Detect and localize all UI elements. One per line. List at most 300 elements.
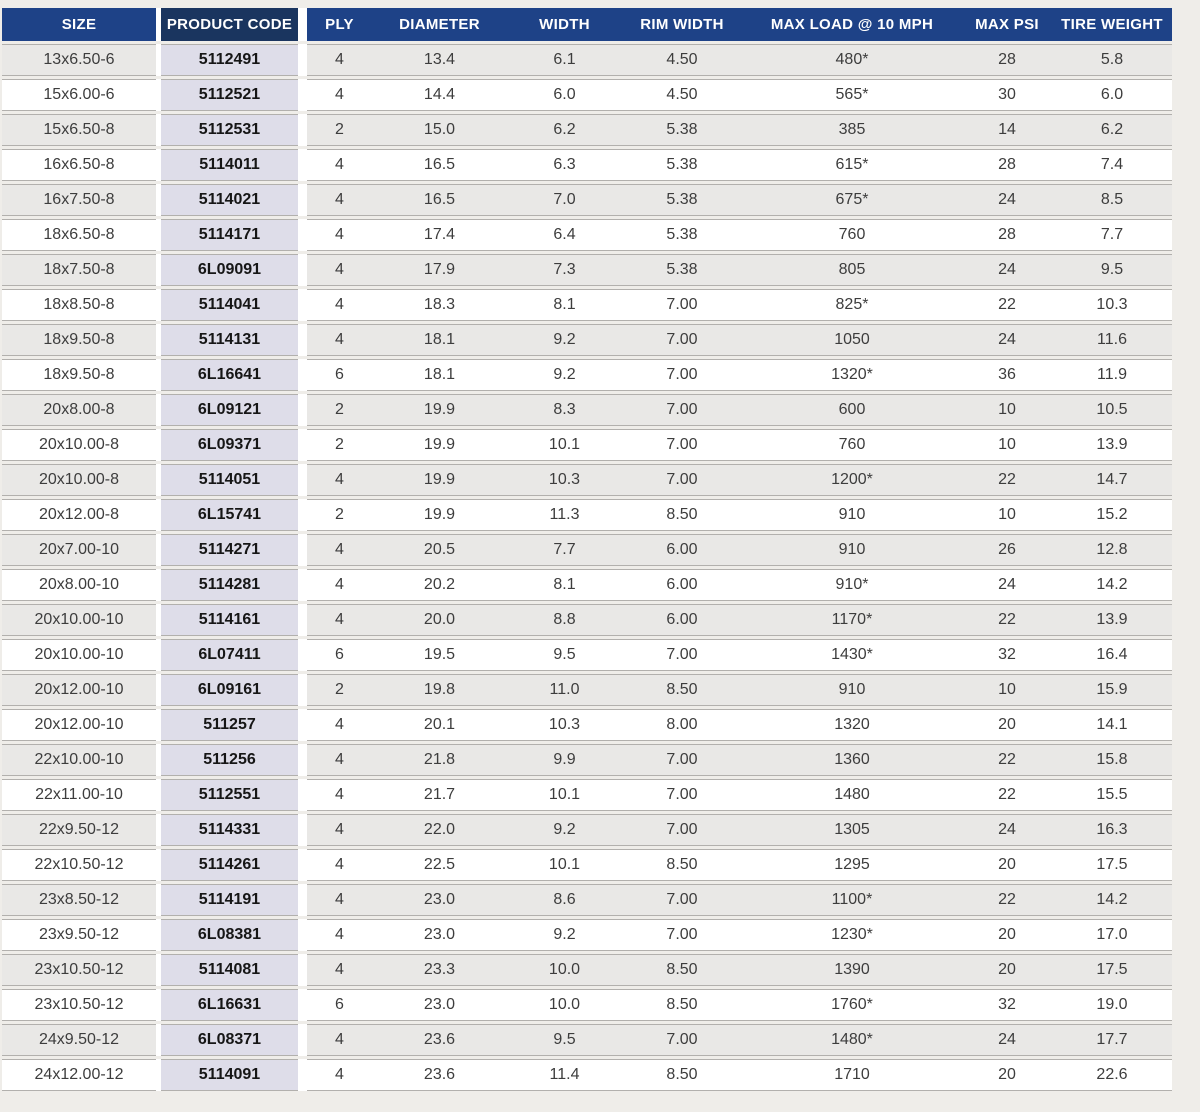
cell-max-load: 1230* [742,919,962,951]
cell-width: 9.2 [507,919,622,951]
cell-tire-weight: 14.1 [1052,709,1172,741]
cell-size: 20x7.00-10 [2,534,156,566]
cell-max-load: 615* [742,149,962,181]
cell-max-psi: 28 [962,149,1052,181]
cell-size: 15x6.50-8 [2,114,156,146]
cell-max-psi: 10 [962,499,1052,531]
table-row [2,254,1172,286]
column-gap [298,919,307,951]
cell-ply: 2 [307,429,372,461]
cell-max-load: 910 [742,499,962,531]
table-row [2,464,1172,496]
cell-diameter: 16.5 [372,184,507,216]
cell-max-psi: 10 [962,674,1052,706]
cell-ply: 4 [307,954,372,986]
cell-ply: 4 [307,44,372,76]
cell-size: 18x9.50-8 [2,324,156,356]
cell-product-code: 6L09371 [161,429,298,461]
cell-max-load: 1170* [742,604,962,636]
cell-product-code: 5114041 [161,289,298,321]
cell-rim-width: 4.50 [622,79,742,111]
table-row [2,289,1172,321]
cell-diameter: 18.1 [372,359,507,391]
table-row [2,149,1172,181]
cell-diameter: 20.5 [372,534,507,566]
column-gap [298,44,307,76]
cell-product-code: 5114331 [161,814,298,846]
cell-diameter: 23.0 [372,989,507,1021]
column-gap [298,744,307,776]
column-gap [298,534,307,566]
cell-width: 9.2 [507,814,622,846]
cell-rim-width: 7.00 [622,359,742,391]
cell-max-load: 675* [742,184,962,216]
cell-width: 10.0 [507,989,622,1021]
cell-width: 10.1 [507,429,622,461]
cell-tire-weight: 15.2 [1052,499,1172,531]
cell-ply: 4 [307,779,372,811]
cell-ply: 4 [307,569,372,601]
cell-diameter: 18.1 [372,324,507,356]
cell-max-load: 910 [742,674,962,706]
cell-max-psi: 22 [962,779,1052,811]
cell-size: 22x11.00-10 [2,779,156,811]
cell-tire-weight: 8.5 [1052,184,1172,216]
column-gap [298,219,307,251]
cell-size: 22x10.00-10 [2,744,156,776]
cell-product-code: 5114161 [161,604,298,636]
cell-max-load: 1710 [742,1059,962,1091]
cell-rim-width: 8.50 [622,849,742,881]
cell-ply: 4 [307,219,372,251]
cell-size: 18x9.50-8 [2,359,156,391]
cell-max-psi: 10 [962,429,1052,461]
cell-ply: 4 [307,184,372,216]
cell-size: 24x9.50-12 [2,1024,156,1056]
column-gap [298,569,307,601]
cell-product-code: 5114051 [161,464,298,496]
cell-diameter: 17.9 [372,254,507,286]
cell-rim-width: 7.00 [622,884,742,916]
cell-tire-weight: 7.4 [1052,149,1172,181]
cell-ply: 4 [307,254,372,286]
cell-width: 7.3 [507,254,622,286]
cell-size: 16x7.50-8 [2,184,156,216]
column-header-diameter: DIAMETER [372,8,507,41]
cell-size: 20x12.00-10 [2,709,156,741]
column-header-max-load: MAX LOAD @ 10 MPH [742,8,962,41]
column-header-width: WIDTH [507,8,622,41]
table-row [2,184,1172,216]
cell-max-load: 1305 [742,814,962,846]
cell-product-code: 6L09121 [161,394,298,426]
cell-product-code: 5114191 [161,884,298,916]
cell-width: 10.1 [507,849,622,881]
cell-ply: 4 [307,1059,372,1091]
table-row [2,44,1172,76]
column-gap [298,149,307,181]
cell-width: 8.3 [507,394,622,426]
cell-max-psi: 30 [962,79,1052,111]
cell-max-psi: 20 [962,709,1052,741]
cell-max-psi: 24 [962,254,1052,286]
cell-width: 6.1 [507,44,622,76]
cell-product-code: 5112521 [161,79,298,111]
cell-size: 23x10.50-12 [2,954,156,986]
cell-rim-width: 5.38 [622,219,742,251]
table-row [2,79,1172,111]
cell-max-load: 1050 [742,324,962,356]
cell-tire-weight: 6.0 [1052,79,1172,111]
table-row [2,779,1172,811]
cell-product-code: 6L16641 [161,359,298,391]
cell-max-load: 1295 [742,849,962,881]
column-gap [298,779,307,811]
table-row [2,989,1172,1021]
table-row [2,954,1172,986]
column-gap [298,884,307,916]
cell-diameter: 23.6 [372,1024,507,1056]
cell-tire-weight: 19.0 [1052,989,1172,1021]
cell-max-psi: 20 [962,1059,1052,1091]
cell-max-psi: 22 [962,289,1052,321]
column-gap [298,184,307,216]
cell-ply: 4 [307,534,372,566]
cell-size: 20x12.00-8 [2,499,156,531]
cell-rim-width: 4.50 [622,44,742,76]
cell-tire-weight: 16.3 [1052,814,1172,846]
cell-ply: 2 [307,114,372,146]
cell-max-load: 1480* [742,1024,962,1056]
column-gap [298,989,307,1021]
tire-spec-table [2,5,1172,1094]
cell-rim-width: 8.50 [622,674,742,706]
table-row [2,674,1172,706]
cell-rim-width: 7.00 [622,779,742,811]
cell-product-code: 511257 [161,709,298,741]
table-body [2,44,1172,1091]
cell-diameter: 19.9 [372,464,507,496]
cell-rim-width: 7.00 [622,639,742,671]
cell-width: 8.1 [507,569,622,601]
cell-ply: 6 [307,989,372,1021]
cell-tire-weight: 14.7 [1052,464,1172,496]
cell-rim-width: 5.38 [622,254,742,286]
cell-rim-width: 6.00 [622,604,742,636]
cell-width: 10.3 [507,464,622,496]
table-row [2,604,1172,636]
table-row [2,744,1172,776]
cell-size: 20x8.00-10 [2,569,156,601]
cell-size: 23x8.50-12 [2,884,156,916]
table-row [2,219,1172,251]
cell-max-psi: 10 [962,394,1052,426]
cell-max-psi: 26 [962,534,1052,566]
cell-size: 20x10.00-10 [2,639,156,671]
cell-max-psi: 32 [962,989,1052,1021]
cell-rim-width: 8.50 [622,499,742,531]
cell-ply: 4 [307,1024,372,1056]
cell-ply: 4 [307,744,372,776]
table-row [2,534,1172,566]
cell-diameter: 16.5 [372,149,507,181]
cell-max-load: 805 [742,254,962,286]
cell-diameter: 23.0 [372,884,507,916]
column-gap [298,289,307,321]
cell-width: 9.5 [507,639,622,671]
cell-ply: 4 [307,709,372,741]
cell-size: 23x9.50-12 [2,919,156,951]
cell-size: 20x10.00-8 [2,464,156,496]
cell-width: 8.6 [507,884,622,916]
cell-diameter: 23.0 [372,919,507,951]
cell-tire-weight: 11.6 [1052,324,1172,356]
cell-max-load: 1390 [742,954,962,986]
cell-max-load: 760 [742,429,962,461]
cell-tire-weight: 9.5 [1052,254,1172,286]
cell-max-load: 910* [742,569,962,601]
cell-size: 23x10.50-12 [2,989,156,1021]
column-gap [298,359,307,391]
column-gap [298,394,307,426]
cell-tire-weight: 17.5 [1052,849,1172,881]
column-gap [298,674,307,706]
cell-diameter: 20.0 [372,604,507,636]
table-row [2,709,1172,741]
cell-rim-width: 8.50 [622,1059,742,1091]
tire-spec-sheet [0,5,1200,1112]
cell-width: 11.0 [507,674,622,706]
cell-width: 6.2 [507,114,622,146]
cell-width: 6.4 [507,219,622,251]
cell-product-code: 6L08371 [161,1024,298,1056]
cell-ply: 4 [307,919,372,951]
cell-width: 6.3 [507,149,622,181]
cell-max-psi: 22 [962,744,1052,776]
cell-rim-width: 7.00 [622,814,742,846]
cell-product-code: 511256 [161,744,298,776]
cell-max-psi: 28 [962,219,1052,251]
cell-size: 18x7.50-8 [2,254,156,286]
table-row [2,114,1172,146]
cell-width: 9.2 [507,324,622,356]
cell-max-load: 385 [742,114,962,146]
cell-max-psi: 36 [962,359,1052,391]
cell-size: 16x6.50-8 [2,149,156,181]
cell-tire-weight: 15.5 [1052,779,1172,811]
column-gap [298,1024,307,1056]
cell-max-load: 565* [742,79,962,111]
cell-diameter: 19.9 [372,499,507,531]
cell-width: 7.7 [507,534,622,566]
column-header-product-code: PRODUCT CODE [161,8,298,41]
cell-product-code: 5114011 [161,149,298,181]
cell-rim-width: 6.00 [622,569,742,601]
cell-product-code: 5114021 [161,184,298,216]
cell-product-code: 6L15741 [161,499,298,531]
cell-rim-width: 8.50 [622,989,742,1021]
cell-rim-width: 7.00 [622,1024,742,1056]
cell-product-code: 6L07411 [161,639,298,671]
table-row [2,849,1172,881]
cell-width: 6.0 [507,79,622,111]
cell-max-psi: 20 [962,954,1052,986]
cell-tire-weight: 7.7 [1052,219,1172,251]
cell-product-code: 5114081 [161,954,298,986]
column-gap [298,429,307,461]
cell-max-psi: 24 [962,1024,1052,1056]
cell-size: 15x6.00-6 [2,79,156,111]
cell-size: 18x8.50-8 [2,289,156,321]
cell-ply: 6 [307,639,372,671]
cell-max-psi: 24 [962,184,1052,216]
cell-rim-width: 7.00 [622,464,742,496]
column-gap [298,464,307,496]
table-row [2,499,1172,531]
cell-diameter: 18.3 [372,289,507,321]
cell-max-load: 1430* [742,639,962,671]
cell-max-psi: 24 [962,814,1052,846]
cell-max-load: 480* [742,44,962,76]
column-gap [298,814,307,846]
cell-diameter: 19.8 [372,674,507,706]
table-row [2,359,1172,391]
table-row [2,1059,1172,1091]
cell-width: 9.2 [507,359,622,391]
cell-diameter: 19.9 [372,429,507,461]
cell-rim-width: 7.00 [622,744,742,776]
cell-rim-width: 6.00 [622,534,742,566]
cell-product-code: 5112491 [161,44,298,76]
cell-tire-weight: 11.9 [1052,359,1172,391]
column-header-max-psi: MAX PSI [962,8,1052,41]
cell-max-load: 1320 [742,709,962,741]
cell-max-load: 1360 [742,744,962,776]
cell-ply: 4 [307,289,372,321]
cell-max-psi: 24 [962,324,1052,356]
cell-diameter: 14.4 [372,79,507,111]
cell-ply: 2 [307,674,372,706]
cell-diameter: 21.7 [372,779,507,811]
table-row [2,569,1172,601]
cell-size: 22x10.50-12 [2,849,156,881]
cell-max-load: 1760* [742,989,962,1021]
cell-width: 10.0 [507,954,622,986]
cell-tire-weight: 12.8 [1052,534,1172,566]
cell-tire-weight: 14.2 [1052,884,1172,916]
cell-width: 7.0 [507,184,622,216]
cell-max-load: 1320* [742,359,962,391]
cell-max-psi: 28 [962,44,1052,76]
cell-max-psi: 22 [962,884,1052,916]
column-gap [298,254,307,286]
cell-width: 9.9 [507,744,622,776]
table-row [2,1024,1172,1056]
cell-product-code: 5114261 [161,849,298,881]
cell-rim-width: 5.38 [622,184,742,216]
cell-size: 24x12.00-12 [2,1059,156,1091]
column-gap [298,8,307,41]
cell-ply: 4 [307,604,372,636]
cell-product-code: 5114281 [161,569,298,601]
table-row [2,394,1172,426]
cell-size: 13x6.50-6 [2,44,156,76]
table-row [2,919,1172,951]
cell-ply: 2 [307,499,372,531]
table-row [2,324,1172,356]
cell-product-code: 5112531 [161,114,298,146]
cell-size: 20x12.00-10 [2,674,156,706]
cell-rim-width: 7.00 [622,394,742,426]
cell-rim-width: 7.00 [622,324,742,356]
cell-rim-width: 5.38 [622,114,742,146]
column-gap [298,954,307,986]
cell-diameter: 17.4 [372,219,507,251]
cell-tire-weight: 15.8 [1052,744,1172,776]
cell-max-load: 910 [742,534,962,566]
column-gap [298,849,307,881]
cell-max-load: 1200* [742,464,962,496]
cell-max-load: 825* [742,289,962,321]
cell-size: 20x10.00-8 [2,429,156,461]
column-gap [298,604,307,636]
column-gap [298,1059,307,1091]
table-row [2,429,1172,461]
cell-max-load: 1100* [742,884,962,916]
cell-max-psi: 22 [962,604,1052,636]
cell-width: 10.3 [507,709,622,741]
cell-max-psi: 22 [962,464,1052,496]
cell-width: 11.3 [507,499,622,531]
cell-tire-weight: 16.4 [1052,639,1172,671]
column-header-ply: PLY [307,8,372,41]
cell-rim-width: 7.00 [622,429,742,461]
cell-diameter: 13.4 [372,44,507,76]
cell-ply: 4 [307,149,372,181]
cell-tire-weight: 17.0 [1052,919,1172,951]
column-gap [298,79,307,111]
cell-diameter: 20.2 [372,569,507,601]
cell-tire-weight: 13.9 [1052,604,1172,636]
table-row [2,639,1172,671]
cell-ply: 4 [307,324,372,356]
cell-rim-width: 8.50 [622,954,742,986]
cell-diameter: 22.0 [372,814,507,846]
cell-size: 20x10.00-10 [2,604,156,636]
cell-ply: 6 [307,359,372,391]
cell-diameter: 21.8 [372,744,507,776]
cell-ply: 4 [307,814,372,846]
column-header-size: SIZE [2,8,156,41]
cell-max-psi: 20 [962,919,1052,951]
cell-ply: 4 [307,849,372,881]
cell-ply: 2 [307,394,372,426]
cell-tire-weight: 13.9 [1052,429,1172,461]
cell-max-load: 600 [742,394,962,426]
cell-tire-weight: 5.8 [1052,44,1172,76]
cell-tire-weight: 14.2 [1052,569,1172,601]
cell-width: 10.1 [507,779,622,811]
cell-rim-width: 5.38 [622,149,742,181]
cell-rim-width: 8.00 [622,709,742,741]
cell-width: 8.1 [507,289,622,321]
cell-product-code: 5114171 [161,219,298,251]
column-gap [298,324,307,356]
cell-tire-weight: 17.7 [1052,1024,1172,1056]
cell-width: 11.4 [507,1059,622,1091]
cell-product-code: 5114131 [161,324,298,356]
cell-product-code: 5114091 [161,1059,298,1091]
